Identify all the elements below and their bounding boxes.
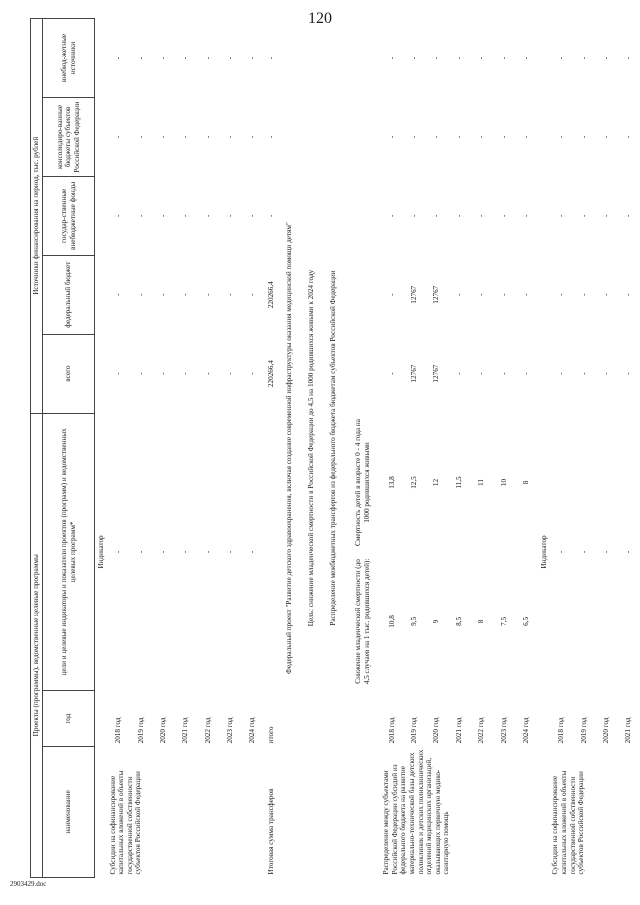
table-row: Субсидии на софинансирование капитальных вложений в объекты государственной собственности субъектов Российской Федерации 2018 год - - - - - - xyxy=(550,19,572,878)
table-row: Распределение между субъектами Российской Федерации субсидий из федерального бюджета на развитие материально-технической базы детских поликлиник и детских поликлинических отделений медицинских организаций, оказывающих первичную медико-санитарную помощь 2018 год 10,8 13,8 - - - - - xyxy=(381,19,403,878)
project-title: Федеральный проект "Развитие детского здравоохранения, включая создание современной инфраструктуры оказания медицинской помощи детям" xyxy=(284,222,293,674)
project-distribution: Распределение межбюджетных трансфертов из федерального бюджета бюджетам субъектов Российской Федерации xyxy=(329,270,338,626)
block3-name: Субсидии на софинансирование капитальных вложений в объекты государственной собственности субъектов Российской Федерации xyxy=(551,770,586,875)
footer-doc-id: 2903429.doc xyxy=(10,880,47,888)
summary-total: 220266,4 xyxy=(266,360,275,388)
block2-indicator-2: Смертность детей в возрасте 0 - 4 года на 1000 родившихся живыми xyxy=(354,419,371,546)
block2-indicator-1: Снижение младенческой смертности (до 4,5 случаев на 1 тыс. родившихся детей): xyxy=(354,558,371,685)
block3-indicator: Индикатор xyxy=(539,535,548,569)
table-row: Субсидии на софинансирование капитальных вложений в объекты государственной собственности субъектов Российской Федерации 2018 год - - - - - - xyxy=(108,19,130,878)
col-regional: консолидиро-ванные бюджеты субъектов Российской Федерации xyxy=(43,98,95,177)
block1-name: Субсидии на софинансирование капитальных вложений в объекты государственной собственности субъектов Российской Федерации xyxy=(108,770,143,875)
table-row: 2022 год - - - - - - xyxy=(203,56,212,744)
project-goal: Цель: снижение младенческой смертности в Российской Федерации до 4,5 на 1000 родившихся живыми к 2024 году xyxy=(307,269,316,627)
table-row: 2024 год - - - - - - xyxy=(248,56,257,744)
col-offbudget: внебюд-жетные источники xyxy=(43,19,95,98)
header-projects: Проекты (программы), ведомственные целевые программы xyxy=(31,413,43,877)
block1-indicator: Индикатор xyxy=(96,535,105,569)
table-row: 2021 год - - - - - - xyxy=(624,56,633,744)
table-row: 2023 год - - - - - - xyxy=(226,56,235,744)
table-row: 2023 год 7,5 10 - - - - - xyxy=(499,56,508,744)
block2-name: Распределение между субъектами Российской Федерации субсидий из федерального бюджета на развитие материально-технической базы детских поликлиник и детских поликлинических отделений медицинских организаций, оказывающих первичную медико-санитарную помощь xyxy=(381,749,451,875)
table-row: 2019 год 9,5 12,5 12767 12767 - - - xyxy=(410,56,419,744)
table-row: 2019 год - - - - - - xyxy=(136,56,145,744)
header-sources: Источники финансирования на период, тыс. рублей xyxy=(31,19,43,414)
table-row: 2019 год - - - - - - xyxy=(579,56,588,744)
summary-row: Итоговая сумма трансферов итого 220266,4 220266,4 - - - xyxy=(264,19,278,878)
col-federal: федеральный бюджет xyxy=(43,255,95,334)
table-row: 2021 год 8,5 11,5 - - - - - xyxy=(454,56,463,744)
table-row: 2020 год - - - - - - xyxy=(601,56,610,744)
col-state-funds: государ-ственные внебюджетные фонды xyxy=(43,176,95,255)
table-row: 2024 год 6,5 8 - - - - - xyxy=(521,56,530,744)
page-number: 120 xyxy=(308,10,332,27)
table-row: 2020 год - - - - - - xyxy=(159,56,168,744)
table-row: 2020 год 9 12 12767 12767 - - - xyxy=(432,56,441,744)
summary-year: итого xyxy=(266,726,275,744)
rotated-page xyxy=(30,18,640,878)
col-year: год xyxy=(43,691,95,747)
table-row: 2021 год - - - - - - xyxy=(181,56,190,744)
col-total: всего xyxy=(43,334,95,413)
summary-federal: 220266,4 xyxy=(266,281,275,309)
col-targets: цели и целевые индикаторы и показатели проектов (программ) и ведомственных целевых программ* xyxy=(43,413,95,691)
financing-table xyxy=(30,18,640,878)
summary-label: Итоговая сумма трансферов xyxy=(266,788,275,875)
table-row: 2022 год 8 11 - - - - - xyxy=(477,56,486,744)
col-name: наименование xyxy=(43,746,95,877)
